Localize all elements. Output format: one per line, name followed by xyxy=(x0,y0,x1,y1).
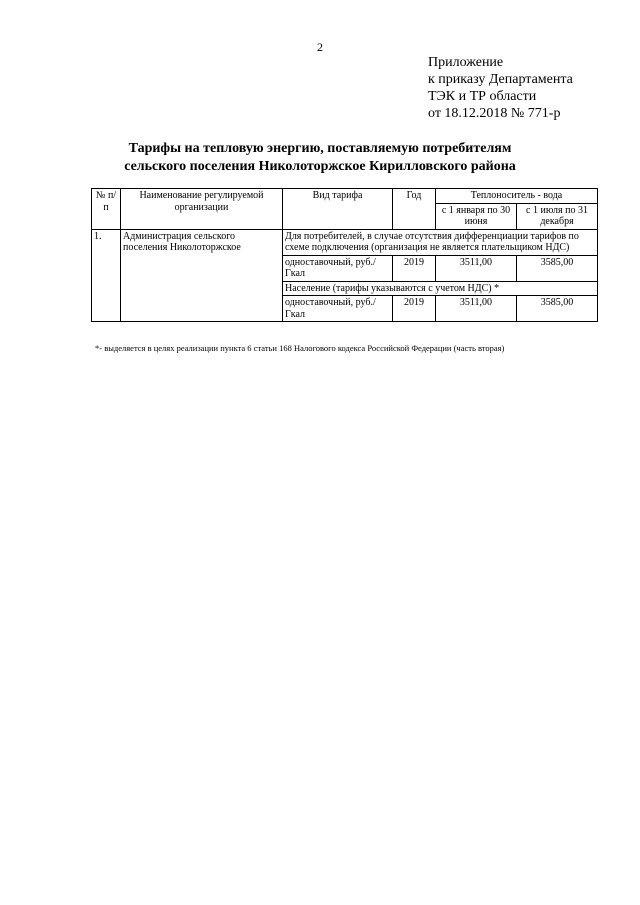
title-line-2: сельского поселения Николоторжское Кирилловского района xyxy=(124,159,516,174)
tariff-table xyxy=(91,188,598,322)
document-title xyxy=(0,140,640,176)
title-line-1: Тарифы на тепловую энергию, поставляемую потребителям xyxy=(128,141,512,156)
appendix-block xyxy=(428,54,573,122)
header-period-2: с 1 июля по 31 декабря xyxy=(517,203,598,229)
footnote: *- выделяется в целях реализации пункта 6 статьи 168 Налогового кодекса Российской Федерации (часть вторая) xyxy=(95,343,505,353)
rate-first-half: 3511,00 xyxy=(436,255,517,281)
rate-type: одноставочный, руб./Гкал xyxy=(283,255,393,281)
row-number: 1. xyxy=(92,229,121,322)
header-organization: Наименование регулируемой организации xyxy=(121,189,283,230)
section-population: Население (тарифы указываются с учетом НДС) * xyxy=(283,281,598,296)
header-period-1: с 1 января по 30 июня xyxy=(436,203,517,229)
appendix-line-2: к приказу Департамента xyxy=(428,72,573,87)
page-number: 2 xyxy=(317,40,323,54)
rate-second-half: 3585,00 xyxy=(517,296,598,322)
header-year: Год xyxy=(393,189,436,230)
rate-year: 2019 xyxy=(393,296,436,322)
rate-year: 2019 xyxy=(393,255,436,281)
appendix-line-1: Приложение xyxy=(428,55,504,70)
section-consumers: Для потребителей, в случае отсутствия дифференциации тарифов по схеме подключения (организация не является плательщиком НДС) xyxy=(283,229,598,255)
appendix-line-3: ТЭК и ТР области xyxy=(428,89,537,104)
header-heat-carrier: Теплоноситель - вода xyxy=(436,189,598,204)
table-row xyxy=(92,229,598,255)
header-number: № п/п xyxy=(92,189,121,230)
appendix-line-4: от 18.12.2018 № 771-р xyxy=(428,106,561,121)
rate-type: одноставочный, руб./Гкал xyxy=(283,296,393,322)
row-organization: Администрация сельского поселения Николоторжское xyxy=(121,229,283,322)
rate-second-half: 3585,00 xyxy=(517,255,598,281)
table-header-row xyxy=(92,189,598,204)
rate-first-half: 3511,00 xyxy=(436,296,517,322)
header-tariff-type: Вид тарифа xyxy=(283,189,393,230)
